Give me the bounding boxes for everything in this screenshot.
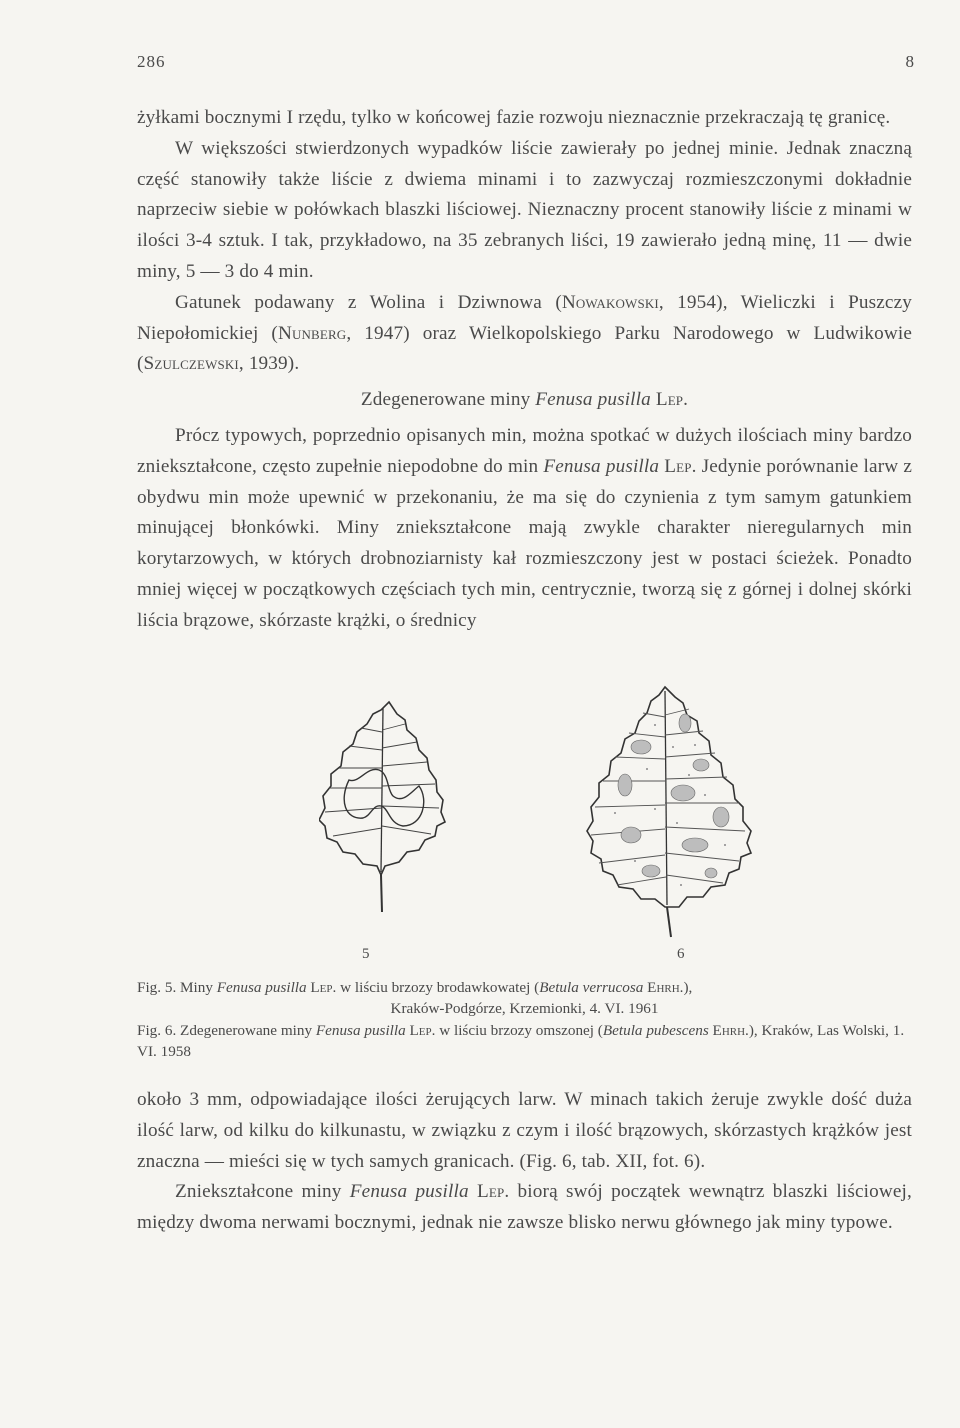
paragraph: Gatunek podawany z Wolina i Dziwnowa (Nowakowski, 1954), Wieliczki i Puszczy Niepołomickiej (Nunberg, 1947) oraz Wielkopolskiego Parku Narodowego w Ludwikowie (Szulczewski, 1939). [137,291,912,375]
paragraph: Prócz typowych, poprzednio opisanych min, można spotkać w dużych ilościach miny bardzo zniekształcone, często zupełnie niepodobne do min Fenusa pusilla Lep. Jedynie porównanie larw z obydwu min może upewnić w przekonaniu, że ma się do czynienia z tym samym gatunkiem minującej błonkówki. Miny zniekształcone mają zwykle charakter nieregularnych min korytarzowych, w których drobnoziarnisty kał rozmieszczony jest w postaci ścieżek. Ponadto mniej więcej w początkowych częściach tych min, centrycznie, tworzą się z górnej i dolnej skórki liścia brązowe, skórzaste krążki, o średnicy [137,424,913,631]
figure-number-6: 6 [677,946,685,962]
paragraph: żyłkami bocznymi I rzędu, tylko w końcowej fazie rozwoju nieznacznie przekraczają tę granicę. [137,107,891,128]
paragraph: W większości stwierdzonych wypadków liście zawierały po jednej minie. Jednak znaczną część stanowiły także liście z dwiema minami i to zazwyczaj rozmieszczonymi dokładnie naprzeciw siebie w połówkach blaszki liściowej. Nieznaczny procent stanowiły liście z minami w ilości 3-4 sztuk. I tak, przykładowo, na 35 zebranych liści, 19 zawierało jedną minę, 11 — dwie miny, 5 — 3 do 4 min. [137,137,912,282]
author-name: Szulczewski [143,353,239,375]
birch-leaf-fig5-illustration [319,700,449,915]
paragraph: około 3 mm, odpowiadające ilości żerujących larw. W minach takich żeruje zwykle dość duża ilość larw, od kilku do kilkunastu, w związku z czym i ilość brązowych, skórzastych krążków jest znaczna — mieści się w tych samych granicach. (Fig. 6, tab. XII, fot. 6). [137,1089,912,1172]
figure-number-5: 5 [362,946,370,962]
section-heading: Zdegenerowane miny Fenusa pusilla Lep. [360,389,689,411]
caption-fig5: Fig. 5. Miny Fenusa pusilla Lep. w liściu brzozy brodawkowatej (Betula verrucosa Ehrh.), Kraków-Podgórze, Krzemionki, 4. VI. 1961 [137,979,693,1017]
author-name: Nunberg [277,322,347,344]
caption-fig6: Fig. 6. Zdegenerowane miny Fenusa pusilla Lep. w liściu brzozy omszonej (Betula pubescens Ehrh.), Kraków, Las Wolski, 1. VI. 1958 [137,1022,905,1060]
body-text-top [137,103,912,637]
figure-captions [137,978,912,1062]
birch-leaf-fig6-illustration [585,685,755,940]
author-name: Nowakowski [561,291,659,313]
section-number: 8 [905,52,915,71]
page-number: 286 [137,52,166,71]
figure-area [137,680,912,970]
paragraph: Zniekształcone miny Fenusa pusilla Lep. biorą swój początek wewnątrz blaszki liściowej, między dwoma nerwami bocznymi, jednak nie zawsze blisko nerwu głównego jak miny typowe. [137,1181,912,1234]
body-text-bottom [137,1085,912,1239]
running-head [137,52,915,76]
